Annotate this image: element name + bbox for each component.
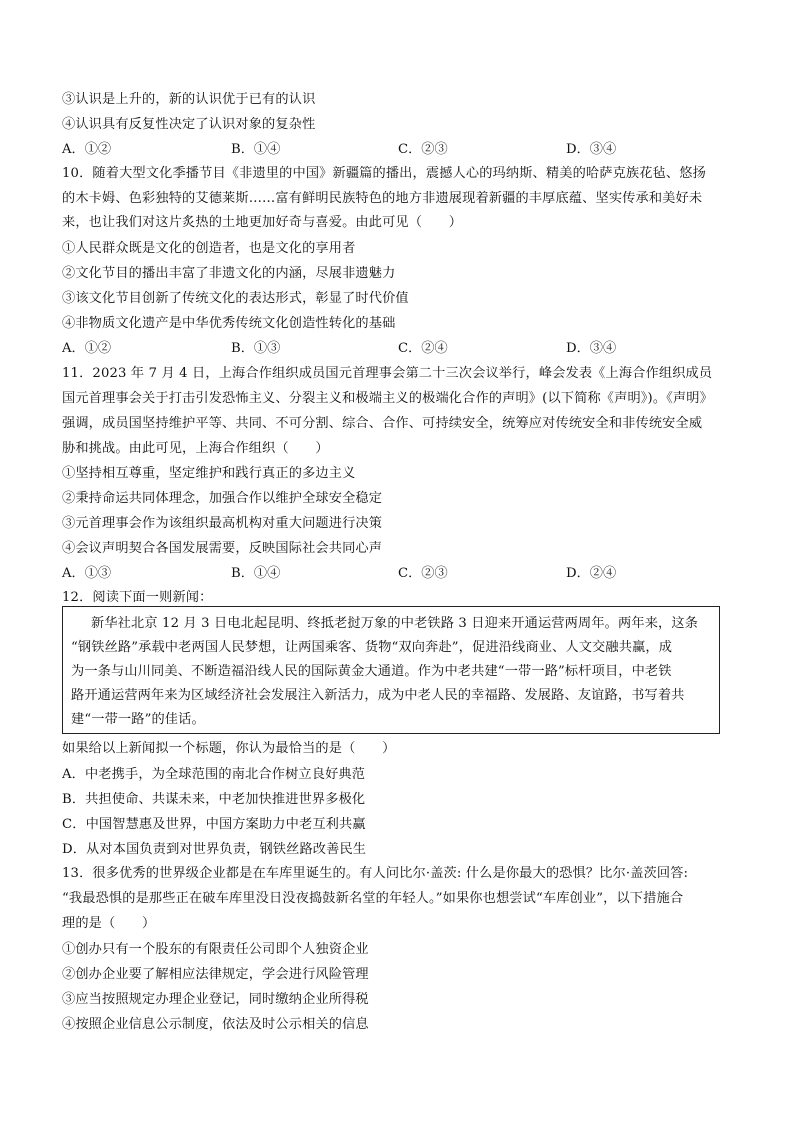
q10-item-3: ③该文化节目创新了传统文化的表达形式，彰显了时代价值	[62, 291, 409, 306]
q11-stem-line-3: 强调，成员国坚持维护平等、共同、不可分割、综合、合作、可持续安全，统筹应对传统安全和非传统安全威	[62, 416, 703, 431]
q11-item-2: ②秉持命运共同体理念，加强合作以维护全球安全稳定	[62, 491, 383, 506]
q11-stem-line-1: 11．2023 年 7 月 4 日，上海合作组织成员国元首理事会第二十三次会议举行，峰会发表《上海合作组织成员	[62, 366, 713, 381]
q12-question: 如果给以上新闻拟一个标题，你认为最恰当的是（ ）	[62, 741, 396, 756]
q11-item-3: ③元首理事会作为该组织最高机构对重大问题进行决策	[62, 516, 383, 531]
q11-option-c: C．②③	[398, 566, 448, 581]
news-line-3: 为一条与山川同美、不断造福沿线人民的国际黄金大通道。作为中老共建“一带一路”标杆项目，中老铁	[71, 664, 672, 679]
q9-option-a: A．①②	[62, 142, 112, 157]
news-line-5: 建“一带一路”的佳话。	[71, 712, 205, 727]
q13-item-4: ④按照企业信息公示制度，依法及时公示相关的信息	[62, 1017, 369, 1032]
q11-item-4: ④会议声明契合各国发展需要，反映国际社会共同心声	[62, 541, 383, 556]
q11-stem-line-2: 国元首理事会关于打击引发恐怖主义、分裂主义和极端主义的极端化合作的声明》(以下简称《声明》)。《声明》	[62, 391, 713, 406]
q11-stem-line-4: 胁和挑战。由此可见，上海合作组织（ ）	[62, 441, 329, 456]
q12-choice-c: C．中国智慧惠及世界，中国方案助力中老互利共赢	[62, 817, 366, 832]
q11-option-b: B．①④	[231, 566, 281, 581]
q13-item-1: ①创办只有一个股东的有限责任公司即个人独资企业	[62, 942, 369, 957]
q10-stem-line-2: 的木卡姆、色彩独特的艾德莱斯……富有鲜明民族特色的地方非遗展现着新疆的丰厚底蕴、坚实传承和美好未	[62, 191, 703, 206]
q9-option-d: D．③④	[566, 142, 617, 157]
news-line-1: 新华社北京 12 月 3 日电北起昆明、终抵老挝万象的中老铁路 3 日迎来开通运营两周年。两年来，这条	[91, 616, 699, 631]
q11-option-d: D．②④	[566, 566, 617, 581]
news-line-2: “钢铁丝路”承载中老两国人民梦想，让两国乘客、货物“双向奔赴”，促进沿线商业、人文交融共赢，成	[71, 640, 673, 655]
q13-stem-line-2: “我最恐惧的是那些正在破车库里没日没夜捣鼓新名堂的年轻人。”如果你也想尝试“车库创业”，以下措施合	[62, 891, 684, 906]
q10-option-b: B．①③	[231, 341, 281, 356]
q10-item-4: ④非物质文化遗产是中华优秀传统文化创造性转化的基础	[62, 316, 396, 331]
q10-stem-line-1: 10．随着大型文化季播节目《非遗里的中国》新疆篇的播出，震撼人心的玛纳斯、精美的哈萨克族花毡、悠扬	[62, 166, 706, 181]
q11-option-a: A．①③	[62, 566, 112, 581]
q11-item-1: ①坚持相互尊重，坚定维护和践行真正的多边主义	[62, 466, 356, 481]
q10-item-1: ①人民群众既是文化的创造者，也是文化的享用者	[62, 241, 356, 256]
q10-item-2: ②文化节目的播出丰富了非遗文化的内涵，尽展非遗魅力	[62, 266, 396, 281]
q10-option-a: A．①②	[62, 341, 112, 356]
news-box	[62, 606, 720, 734]
news-line-4: 路开通运营两年来为区域经济社会发展注入新活力，成为中老人民的幸福路、发展路、友谊路，书写着共	[71, 688, 685, 703]
q13-stem-line-3: 理的是（ ）	[62, 916, 156, 931]
q9-option-b: B．①④	[231, 142, 281, 157]
q12-stem: 12．阅读下面一则新闻：	[62, 590, 213, 605]
q10-option-c: C．②④	[398, 341, 448, 356]
q12-choice-b: B．共担使命、共谋未来，中老加快推进世界多极化	[62, 792, 366, 807]
q9-option-c: C．②③	[398, 142, 448, 157]
q9-item-4: ④认识具有反复性决定了认识对象的复杂性	[62, 117, 316, 132]
q13-stem-line-1: 13．很多优秀的世界级企业都是在车库里诞生的。有人问比尔·盖茨: 什么是你最大的恐惧？比尔·盖茨回答:	[62, 866, 689, 881]
q10-option-d: D．③④	[566, 341, 617, 356]
q9-item-3: ③认识是上升的，新的认识优于已有的认识	[62, 92, 316, 107]
q12-choice-a: A．中老携手，为全球范围的南北合作树立良好典范	[62, 767, 366, 782]
q10-stem-line-3: 来，也让我们对这片炙热的土地更加好奇与喜爱。由此可见（ ）	[62, 215, 463, 230]
q13-item-3: ③应当按照规定办理企业登记，同时缴纳企业所得税	[62, 992, 369, 1007]
q12-choice-d: D．从对本国负责到对世界负责，钢铁丝路改善民生	[62, 842, 367, 857]
q13-item-2: ②创办企业要了解相应法律规定，学会进行风险管理	[62, 967, 369, 982]
